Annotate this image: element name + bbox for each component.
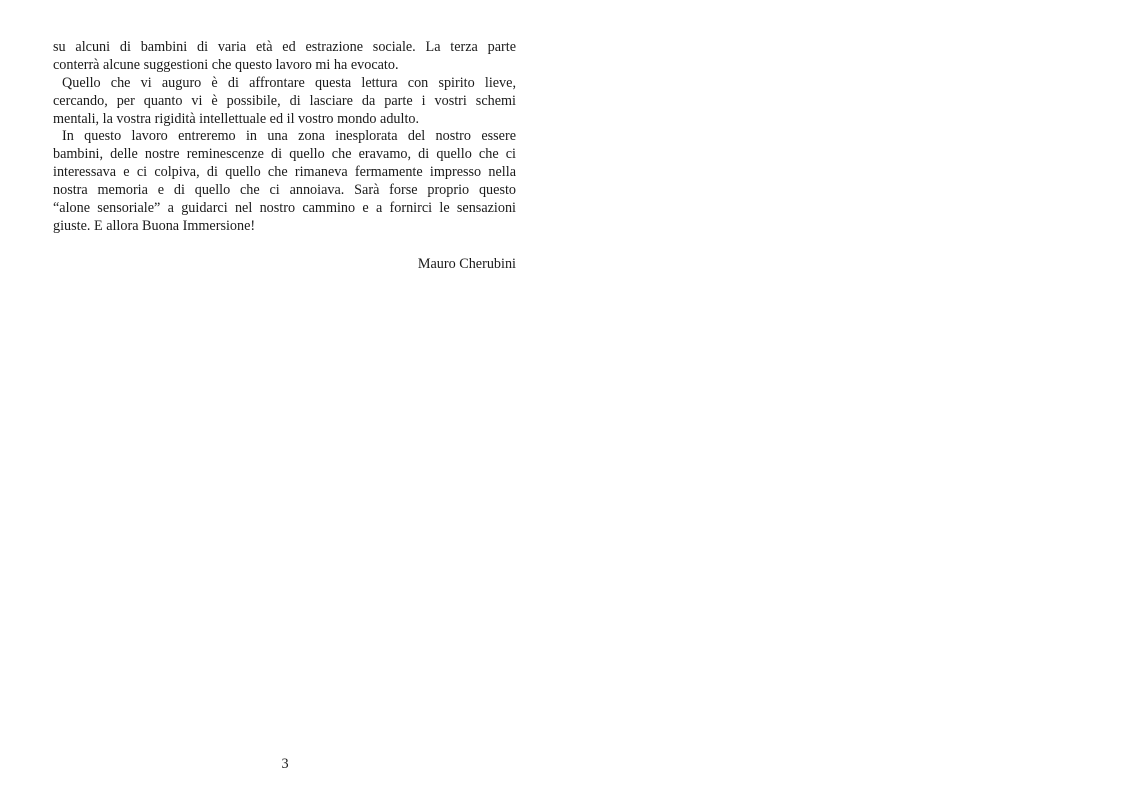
text-line: conterrà alcune suggestioni che questo lavoro mi ha evocato.: [53, 56, 399, 73]
text-line: mentali, la vostra rigidità intellettuale ed il vostro mondo adulto.: [53, 110, 420, 127]
text-line: cercando, per quanto vi è possibile, di lasciare da parte i vostri schemi: [53, 92, 516, 109]
text-line: interessava e ci colpiva, di quello che rimaneva fermamente impresso nella: [53, 164, 516, 181]
paragraph-start-line: Quello che vi auguro è di affrontare questa lettura con spirito lieve,: [62, 74, 516, 91]
page-number: 3: [281, 756, 289, 772]
paragraph-start-line: In questo lavoro entreremo in una zona inesplorata del nostro essere: [62, 128, 516, 145]
author-signature: Mauro Cherubini: [417, 256, 516, 272]
text-line: nostra memoria e di quello che ci annoiava. Sarà forse proprio questo: [53, 182, 516, 199]
text-line: bambini, delle nostre reminescenze di quello che eravamo, di quello che ci: [53, 146, 516, 163]
text-line: su alcuni di bambini di varia età ed estrazione sociale. La terza parte: [53, 39, 516, 55]
body-text: [53, 39, 516, 236]
text-line: giuste. E allora Buona Immersione!: [53, 217, 256, 234]
text-line: “alone sensoriale” a guidarci nel nostro cammino e a fornirci le sensazioni: [53, 200, 516, 217]
